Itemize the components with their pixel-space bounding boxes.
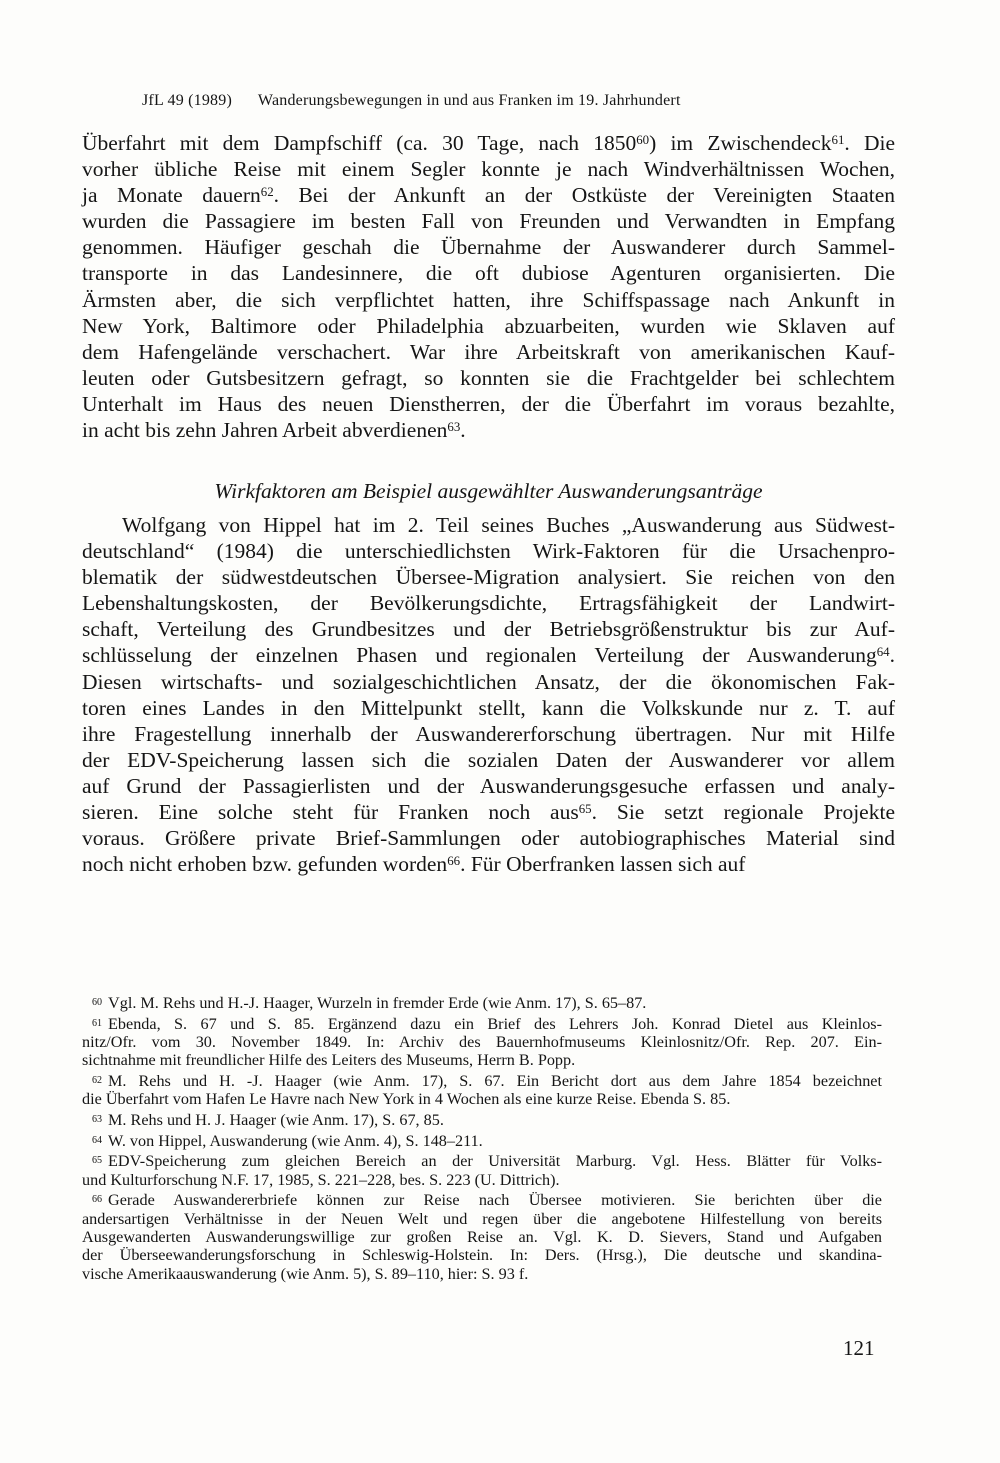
line-text: genommen. Häufiger geschah die Übernahme der Auswanderer durch Sammel- [82,235,895,260]
text-line [82,564,895,590]
text-line [82,695,895,721]
text-line [82,130,895,156]
line-text: toren eines Landes in den Mittelpunkt stellt, kann die Volkskunde nur z. T. auf [82,695,895,720]
text-line [82,365,895,391]
line-text: . Die [844,131,895,155]
text-line [82,287,895,313]
line-text: deutschland“ (1984) die unterschiedlichsten Wirk-Faktoren für die Ursachenpro- [82,539,895,564]
line-text: blematik der südwestdeutschen Übersee-Migration analysiert. Sie reichen von den [82,565,895,590]
footnote-number: 60 [92,997,103,1008]
text-line [82,616,895,642]
text-line [82,339,895,365]
line-text: schlüsselung der einzelnen Phasen und regionalen Verteilung der Auswanderung [82,643,877,668]
text-line [82,538,895,564]
page-number: 121 [843,1336,875,1360]
section-heading: Wirkfaktoren am Beispiel ausgewählter Auswanderungsanträge [214,479,763,503]
footnote-64 [82,1132,882,1150]
footnote-marker: 64 [876,645,890,660]
paragraph-1 [82,130,895,443]
footnote-text: Vgl. M. Rehs und H.-J. Haager, Wurzeln in fremder Erde (wie Anm. 17), S. 65–87. [108,994,647,1012]
running-title: Wanderungsbewegungen in und aus Franken im 19. Jahrhundert [257,92,681,109]
line-text: dem Hafengelände verschachert. War ihre Arbeitskraft von amerikanischen Kauf- [82,339,895,364]
footnote-text: EDV-Speicherung zum gleichen Bereich an der Universität Marburg. Vgl. Hess. Blätter für Volks- [108,1152,882,1171]
text-line [82,208,895,234]
line-text: leuten oder Gutsbesitzern gefragt, so konnten sie die Frachtgelder bei schlechtem [82,365,895,390]
text-line [82,417,895,443]
footnote-text: W. von Hippel, Auswanderung (wie Anm. 4), S. 148–211. [108,1131,483,1150]
line-text: vorher übliche Reise mit einem Segler konnte je nach Windverhältnissen Wochen, [82,157,895,182]
line-text: Wolfgang von Hippel hat im 2. Teil seines Buches „Auswanderung aus Südwest- [122,513,895,537]
text-line [82,182,895,208]
line-text: New York, Baltimore oder Philadelphia abzuarbeiten, wurden wie Sklaven auf [82,313,895,338]
line-text: sieren. Eine solche steht für Franken noch aus [82,800,579,825]
line-text: Überfahrt mit dem Dampfschiff (ca. 30 Tage, nach 1850 [82,131,637,155]
footnote-line [82,1132,882,1150]
line-text: schaft, Verteilung des Grundbesitzes und der Betriebsgrößenstruktur bis zur Auf- [82,617,895,642]
footnote-number: 63 [92,1113,103,1125]
footnote-65 [82,1152,882,1189]
footnote-61 [82,1015,882,1070]
text-line [82,156,895,182]
footnote-number: 66 [92,1194,103,1206]
line-text: ) im Zwischendeck [649,131,832,155]
text-line [82,512,895,538]
footnote-number: 65 [92,1155,103,1167]
footnote-text: Ausgewanderten Auswanderungswillige zur großen Reise an. Vgl. K. D. Sievers, Stand und Aufgaben [82,1227,882,1246]
line-text: auf Grund der Passagierlisten und der Auswanderungsgesuche erfassen und analy- [82,773,895,798]
footnote-66 [82,1191,882,1282]
footnote-marker: 63 [447,420,461,435]
footnote-text: sichtnahme mit freundlicher Hilfe des Leiters des Museums, Herrn B. Popp. [82,1051,576,1070]
footnote-line [82,1015,882,1033]
line-text: Diesen wirtschafts- und sozialgeschichtlichen Ansatz, der die ökonomischen Fak- [82,669,895,694]
footnote-line [82,994,882,1012]
footnote-text: der Überseewanderungsforschung in Schleswig-Holstein. In: Ders. (Hrsg.), Die deutsche und skandina- [82,1246,882,1265]
line-text: in acht bis zehn Jahren Arbeit abverdienen [82,418,448,443]
footnote-62 [82,1072,882,1109]
line-text: Ärmsten aber, die sich verpflichtet hatten, ihre Schiffspassage nach Ankunft in [82,287,895,312]
line-text: noch nicht erhoben bzw. gefunden worden [82,852,448,877]
text-line [82,773,895,799]
footnote-marker: 66 [447,854,461,869]
footnote-line [82,1072,882,1090]
footnote-line [82,1191,882,1209]
footnote-line [82,1246,882,1264]
line-text: wurden die Passagiere im besten Fall von Freunden und Verwandten in Empfang [82,209,895,234]
footnote-line [82,1090,882,1108]
footnote-marker: 60 [636,133,650,148]
journal-reference: JfL 49 (1989) [142,92,232,109]
line-text: . [889,643,895,668]
text-line [82,721,895,747]
text-line [82,747,895,773]
footnote-marker: 62 [260,185,274,200]
line-text: . Für Oberfranken lassen sich auf [460,852,746,877]
line-text: . Sie setzt regionale Projekte [591,800,895,825]
footnote-text: nitz/Ofr. vom 30. November 1849. In: Archiv des Bauernhofmuseums Kleinlosnitz/Ofr. Rep. 207. Ein- [82,1032,882,1051]
line-text: ja Monate dauern [82,183,261,208]
paragraph-2 [82,512,895,877]
footnotes [82,994,882,1285]
footnote-line [82,1171,882,1189]
footnote-text: vische Amerikaauswanderung (wie Anm. 5), S. 89–110, hier: S. 93 f. [82,1264,529,1283]
footnote-line [82,1033,882,1051]
footnote-63 [82,1111,882,1129]
text-line [82,669,895,695]
running-head [142,92,862,110]
footnote-number: 61 [92,1017,103,1029]
footnote-line [82,1265,882,1283]
footnote-line [82,1051,882,1069]
line-text: der EDV-Speicherung lassen sich die sozialen Daten der Auswanderer vor allem [82,747,895,772]
line-text: voraus. Größere private Brief-Sammlungen oder autobiographisches Material sind [82,826,895,851]
footnote-text: Ebenda, S. 67 und S. 85. Ergänzend dazu ein Brief des Lehrers Joh. Konrad Dietel aus Kleinlos- [108,1014,882,1033]
line-text: Unterhalt im Haus des neuen Dienstherren, der die Überfahrt im voraus bezahlte, [82,391,895,416]
footnote-text: M. Rehs und H. J. Haager (wie Anm. 17), S. 67, 85. [108,1110,444,1129]
line-text: . [460,418,466,443]
footnote-text: Gerade Auswandererbriefe können zur Reise nach Übersee motivieren. Sie berichten über die [108,1191,882,1210]
text-line [82,642,895,668]
text-line [82,590,895,616]
line-text: transporte in das Landesinnere, die oft dubiose Agenturen organisierten. Die [82,261,895,286]
footnote-marker: 65 [578,802,592,817]
text-line [82,313,895,339]
line-text: . Bei der Ankunft an der Ostküste der Vereinigten Staaten [273,183,895,208]
text-line [82,851,895,877]
footnote-60 [82,994,882,1012]
line-text: Lebenshaltungskosten, der Bevölkerungsdichte, Ertragsfähigkeit der Landwirt- [82,591,895,616]
text-line [82,260,895,286]
footnote-number: 62 [92,1074,103,1086]
text-line [82,391,895,417]
line-text: ihre Fragestellung innerhalb der Auswandererforschung übertragen. Nur mit Hilfe [82,721,895,746]
footnote-line [82,1210,882,1228]
footnote-number: 64 [92,1134,103,1146]
footnote-text: M. Rehs und H. -J. Haager (wie Anm. 17), S. 67. Ein Bericht dort aus dem Jahre 1854 bezeichnet [108,1071,882,1090]
text-line [82,234,895,260]
footnote-text: und Kulturforschung N.F. 17, 1985, S. 221–228, bes. S. 223 (U. Dittrich). [82,1170,560,1189]
footnote-text: die Überfahrt vom Hafen Le Havre nach New York in 4 Wochen als eine kurze Reise. Ebenda S. 85. [82,1090,731,1109]
footnote-marker: 61 [831,133,845,148]
text-line [82,799,895,825]
footnote-line [82,1228,882,1246]
text-line [82,825,895,851]
footnote-text: andersartigen Verhältnisse in der Neuen Welt und regen über die angebotene Hilfestellung von bereits [82,1209,882,1228]
footnote-line [82,1111,882,1129]
footnote-line [82,1152,882,1170]
